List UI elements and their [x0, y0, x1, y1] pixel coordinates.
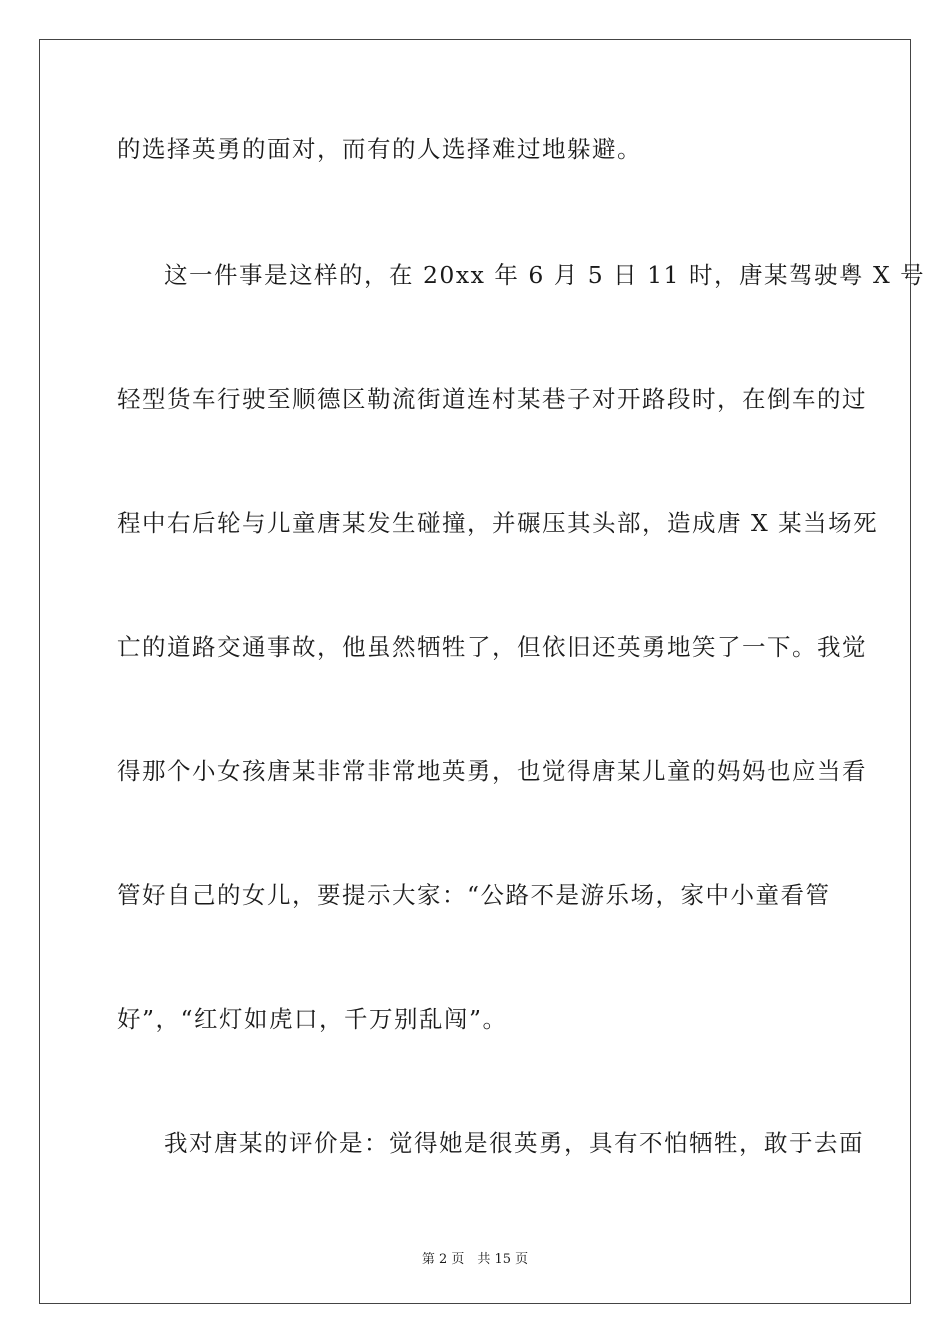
body-text-line: 程中右后轮与儿童唐某发生碰撞，并碾压其头部，造成唐 X 某当场死: [117, 509, 879, 537]
body-text-line: 管好自己的女儿，要提示大家：“公路不是游乐场，家中小童看管: [117, 881, 831, 909]
body-text-line: 轻型货车行驶至顺德区勒流街道连村某巷子对开路段时，在倒车的过: [117, 385, 867, 413]
paragraph-start-line: 这一件事是这样的，在 20xx 年 6 月 5 日 11 时，唐某驾驶粤 X 号: [164, 261, 926, 289]
page-number-footer: 第 2 页 共 15 页: [421, 1252, 529, 1267]
paragraph-start-line: 我对唐某的评价是：觉得她是很英勇，具有不怕牺牲，敢于去面: [164, 1129, 864, 1157]
body-text-line: 得那个小女孩唐某非常非常地英勇，也觉得唐某儿童的妈妈也应当看: [117, 757, 867, 785]
body-text-line: 的选择英勇的面对，而有的人选择难过地躲避。: [117, 135, 642, 163]
body-text-line: 好”，“红灯如虎口，千万别乱闯”。: [117, 1005, 508, 1033]
body-text-line: 亡的道路交通事故，他虽然牺牲了，但依旧还英勇地笑了一下。我觉: [117, 633, 867, 661]
page-border: [39, 39, 911, 1304]
